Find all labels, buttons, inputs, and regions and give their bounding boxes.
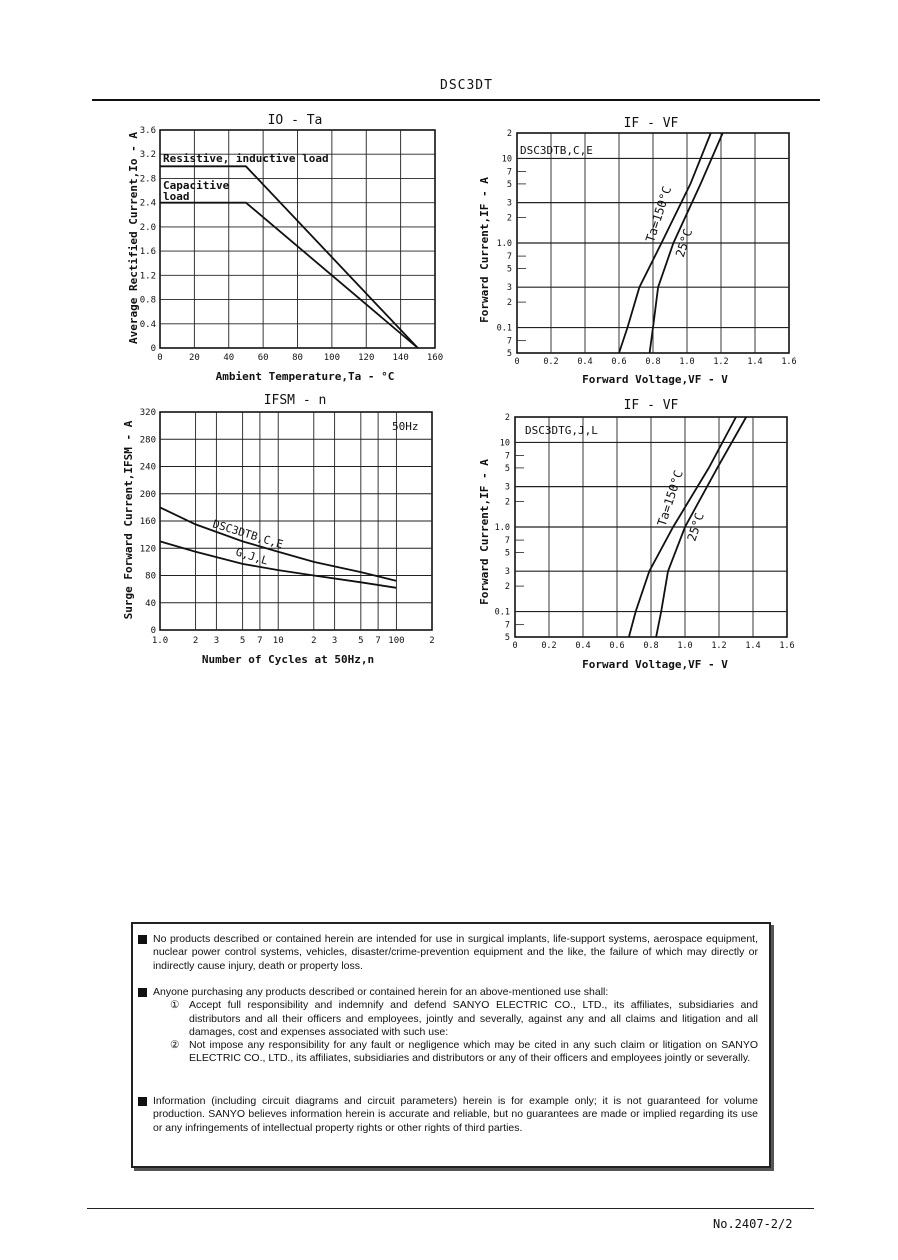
x-tick-label: 5 — [358, 636, 364, 646]
y-tick-label: 3 — [506, 283, 512, 294]
annotation-50hz: 50Hz — [392, 420, 419, 433]
footer-rule — [87, 1208, 814, 1209]
x-tick-label: 100 — [388, 636, 405, 646]
x-tick-label: 140 — [392, 353, 409, 363]
x-tick-label: 0 — [514, 357, 520, 367]
chart-if-vf-gjl — [470, 392, 815, 672]
x-tick-label: 1.0 — [677, 641, 693, 651]
disclaimer-text: Information (including circuit diagrams and circuit parameters) herein is for example only; it is not guaranteed for volume production. SANYO believes information herein is accurate and reliable, but no guarantees are made or implied regarding its use or any infringements of intellectual property rights or other rights of third parties. — [153, 1095, 758, 1134]
x-tick-label: 1.4 — [745, 641, 761, 651]
y-tick-label: 5 — [504, 463, 510, 474]
chart-title: IF - VF — [623, 116, 679, 131]
disclaimer-subtext: Accept full responsibility and indemnify and defend SANYO ELECTRIC CO., LTD., its affiliates, subsidiaries and distributors and all their officers and employees, jointly and severally, against any and all claims and litigation and all damages, cost and expenses associated with such use: — [189, 999, 758, 1038]
chart-if-vf-bce — [470, 110, 815, 390]
x-tick-label: 0.6 — [609, 641, 625, 651]
legend-text: DSC3DTB,C,E — [520, 144, 593, 157]
x-tick-label: 1.6 — [779, 641, 795, 651]
y-tick-label: 320 — [139, 408, 156, 418]
x-tick-label: 1.0 — [151, 636, 169, 646]
x-tick-label: 1.6 — [781, 357, 797, 367]
chart-grid — [495, 413, 795, 651]
y-tick-label: 200 — [139, 489, 156, 500]
disclaimer-text: Anyone purchasing any products described or contained herein for an above-mentioned use shall: — [153, 986, 609, 998]
y-tick-label: 7 — [504, 536, 510, 547]
x-tick-label: 0.4 — [575, 641, 591, 651]
x-tick-label: 3 — [331, 636, 338, 646]
x-tick-label: 1.0 — [679, 357, 695, 367]
series-line — [160, 166, 418, 348]
y-tick-label: 3 — [504, 482, 510, 493]
y-tick-label: 10 — [501, 154, 512, 165]
x-axis-label: Forward Voltage,VF - V — [582, 373, 728, 386]
chart-grid — [497, 129, 797, 367]
disclaimer-box — [131, 922, 771, 1168]
disclaimer-item-1 — [153, 933, 758, 973]
x-tick-label: 0 — [512, 641, 518, 651]
square-bullet-icon — [138, 1097, 147, 1106]
y-tick-label: 1.6 — [139, 247, 156, 258]
chart-io-ta — [100, 110, 450, 390]
y-tick-label: 80 — [145, 571, 156, 582]
y-tick-label: 240 — [139, 462, 156, 473]
chart-title: IFSM - n — [263, 393, 327, 408]
y-tick-label: 2.4 — [139, 198, 156, 209]
circled-number-2: ② — [170, 1039, 180, 1052]
y-tick-label: 160 — [139, 517, 156, 527]
square-bullet-icon — [138, 988, 147, 997]
series-label: Ta=150°C — [654, 468, 686, 528]
x-tick-label: 40 — [223, 353, 235, 363]
x-axis-label: Forward Voltage,VF - V — [582, 658, 728, 671]
y-tick-label: 3.2 — [139, 150, 156, 161]
y-tick-label: 2 — [506, 213, 512, 224]
x-tick-label: 80 — [292, 353, 303, 363]
y-tick-label: 40 — [145, 598, 156, 609]
x-tick-label: 0 — [157, 353, 163, 363]
y-tick-label: 10 — [499, 438, 510, 449]
x-tick-label: 2 — [192, 636, 199, 646]
x-tick-label: 0.2 — [543, 357, 559, 367]
y-tick-label: 0 — [150, 626, 156, 636]
x-tick-label: 5 — [239, 636, 246, 646]
y-tick-label: 2.0 — [139, 222, 156, 233]
header-rule — [92, 99, 820, 101]
y-tick-label: 5 — [506, 349, 512, 359]
x-tick-label: 20 — [188, 353, 200, 363]
x-tick-label: 7 — [375, 636, 381, 646]
x-tick-label: 0.8 — [645, 357, 661, 367]
x-tick-label: 10 — [272, 636, 284, 646]
y-tick-label: 280 — [139, 435, 156, 446]
x-tick-label: 0.8 — [643, 641, 659, 651]
y-tick-label: 2.8 — [139, 174, 156, 185]
y-tick-label: 2 — [504, 497, 510, 508]
y-tick-label: 7 — [506, 252, 512, 263]
x-tick-label: 0.6 — [611, 357, 627, 367]
y-axis-label: Forward Current,IF - A — [478, 177, 491, 323]
disclaimer-item-2 — [153, 986, 758, 1066]
y-tick-label: 5 — [506, 264, 512, 275]
disclaimer-subtext: Not impose any responsibility for any fault or negligence which may be cited in any such claim or litigation on SANYO ELECTRIC CO., LTD., its affiliates, subsidiaries and distributors or any of their officers and employees jointly or severally. — [189, 1039, 758, 1065]
annotation-dsc3dtb: DSC3DTB,C,E — [211, 517, 285, 552]
y-tick-label: 120 — [139, 544, 156, 555]
x-tick-label: 3 — [213, 636, 220, 646]
y-tick-label: 2 — [506, 298, 512, 309]
x-tick-label: 7 — [257, 636, 263, 646]
chart-ifsm-n — [100, 390, 450, 670]
y-tick-label: 1.0 — [494, 523, 510, 533]
annotation-capacitive: Capacitive — [163, 179, 230, 192]
x-tick-label: 160 — [426, 353, 444, 363]
x-tick-label: 2 — [429, 636, 435, 646]
y-tick-label: 1.2 — [139, 271, 156, 282]
legend-text: DSC3DTG,J,L — [525, 424, 598, 437]
x-tick-label: 0.4 — [577, 357, 593, 367]
page-number: No.2407-2/2 — [713, 1217, 793, 1231]
disclaimer-subitem-1 — [153, 999, 758, 1039]
chart-annotations — [163, 152, 329, 203]
y-tick-label: 7 — [504, 451, 510, 462]
y-tick-label: 1.0 — [496, 239, 512, 249]
y-tick-label: 2 — [506, 129, 512, 139]
y-axis-label: Surge Forward Current,IFSM - A — [122, 420, 135, 620]
disclaimer-subitem-2 — [153, 1039, 758, 1066]
disclaimer-text: No products described or contained herein are intended for use in surgical implants, life-support systems, aerospace equipment, nuclear power control systems, vehicles, disaster/crime-prevention equipment and the like, the failure of which may directly or indirectly cause injury, death or property loss. — [153, 933, 758, 972]
x-axis-label: Number of Cycles at 50Hz,n — [201, 653, 375, 666]
series-label: Ta=150°C — [643, 184, 675, 244]
y-tick-label: 0.8 — [139, 295, 156, 306]
x-tick-label: 100 — [323, 353, 341, 363]
y-tick-label: 2 — [504, 413, 510, 423]
y-tick-label: 7 — [506, 167, 512, 178]
y-tick-label: 3 — [506, 198, 512, 209]
y-tick-label: 3 — [504, 567, 510, 578]
chart-title: IO - Ta — [267, 113, 323, 128]
y-tick-label: 5 — [504, 548, 510, 559]
x-tick-label: 2 — [311, 636, 317, 646]
y-axis-label: Forward Current,IF - A — [478, 459, 491, 605]
x-tick-label: 0.2 — [541, 641, 557, 651]
x-tick-label: 1.2 — [711, 641, 727, 651]
disclaimer-item-3 — [153, 1095, 758, 1135]
y-tick-label: 3.6 — [139, 126, 156, 136]
x-tick-label: 1.4 — [747, 357, 763, 367]
series-label: 25°C — [684, 511, 707, 543]
annotation-gjl: G,J,L — [234, 545, 270, 568]
square-bullet-icon — [138, 935, 147, 944]
y-tick-label: 7 — [506, 336, 512, 347]
y-tick-label: 0.1 — [494, 607, 510, 618]
annotation-capacitive-load: load — [163, 190, 190, 203]
y-tick-label: 7 — [504, 620, 510, 631]
y-tick-label: 0 — [150, 344, 156, 354]
y-tick-label: 5 — [504, 633, 510, 643]
y-tick-label: 2 — [504, 582, 510, 593]
x-tick-label: 1.2 — [713, 357, 729, 367]
x-tick-label: 120 — [358, 353, 375, 363]
chart-title: IF - VF — [623, 398, 679, 413]
circled-number-1: ① — [170, 999, 180, 1012]
x-axis-label: Ambient Temperature,Ta - °C — [215, 370, 395, 383]
page-header-title: DSC3DT — [440, 78, 493, 93]
annotation-resistive: Resistive, inductive load — [163, 152, 329, 165]
chart-grid — [140, 408, 435, 646]
y-tick-label: 0.4 — [139, 319, 156, 330]
y-tick-label: 0.1 — [496, 323, 512, 334]
y-tick-label: 5 — [506, 179, 512, 190]
x-tick-label: 60 — [257, 353, 269, 363]
y-axis-label: Average Rectified Current,Io - A — [127, 132, 140, 344]
series-label: 25°C — [672, 227, 696, 259]
